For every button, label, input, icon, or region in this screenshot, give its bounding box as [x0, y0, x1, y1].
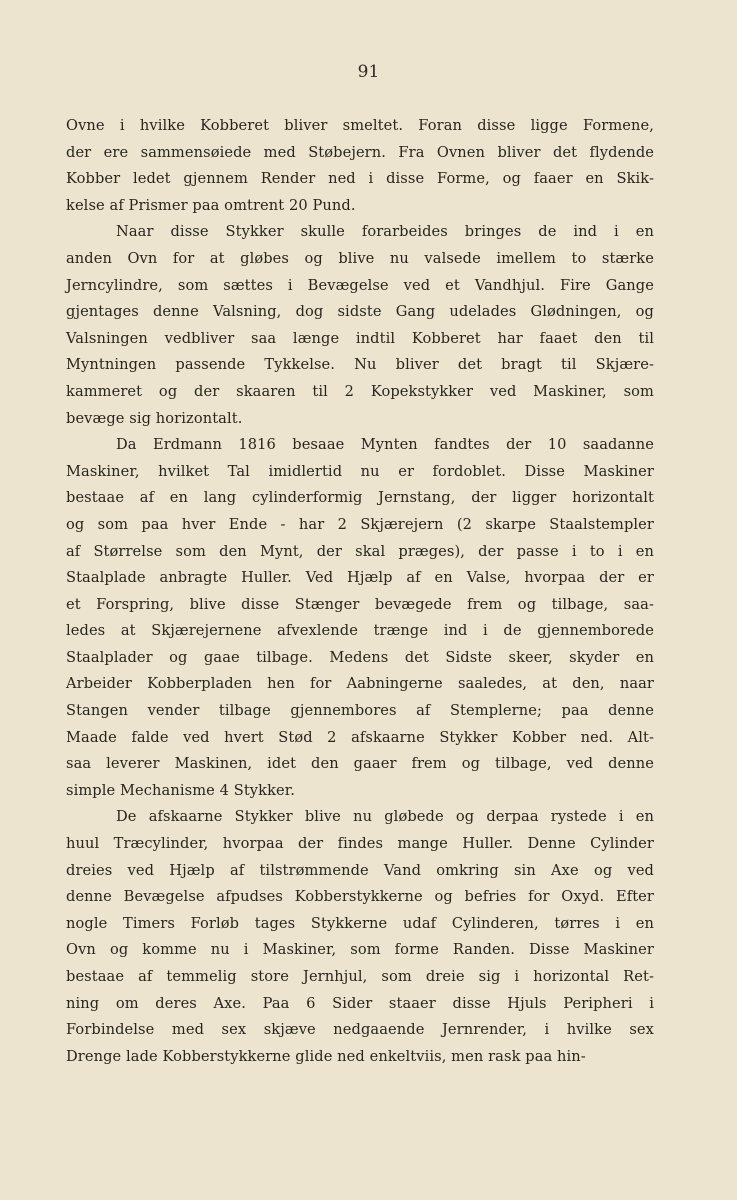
- text-line: af Størrelse som den Mynt, der skal præges), der passe i to i en: [66, 542, 654, 560]
- text-line: saa leverer Maskinen, idet den gaaer frem og tilbage, ved denne: [66, 755, 654, 773]
- page-number: 91: [357, 62, 380, 82]
- text-line: gjentages denne Valsning, dog sidste Gang udelades Glødningen, og: [66, 303, 654, 321]
- text-line: kammeret og der skaaren til 2 Kopekstykker ved Maskiner, som: [66, 382, 654, 400]
- text-line: Myntningen passende Tykkelse. Nu bliver det bragt til Skjære-: [66, 356, 654, 374]
- text-line: bestaae af temmelig store Jernhjul, som dreie sig i horizontal Ret-: [66, 968, 654, 985]
- text-line: dreies ved Hjælp af tilstrømmende Vand omkring sin Axe og ved: [66, 861, 654, 879]
- body-text: [66, 113, 654, 1070]
- text-line: Arbeider Kobberpladen hen for Aabningerne saaledes, at den, naar: [66, 675, 654, 693]
- text-line: Ovne i hvilke Kobberet bliver smeltet. Foran disse ligge Formene,: [66, 117, 654, 134]
- text-line: og som paa hver Ende - har 2 Skjærejern (2 skarpe Staalstempler: [66, 515, 654, 533]
- text-line: Drenge lade Kobberstykkerne glide ned enkeltviis, men rask paa hin-: [66, 1047, 586, 1065]
- text-line: bevæge sig horizontalt.: [66, 409, 243, 427]
- text-line: nogle Timers Forløb tages Stykkerne udaf Cylinderen, tørres i en: [66, 914, 654, 932]
- text-line: kelse af Prismer paa omtrent 20 Pund.: [66, 196, 356, 214]
- text-line: Naar disse Stykker skulle forarbeides bringes de ind i en: [116, 223, 654, 241]
- text-line: Stangen vender tilbage gjennembores af Stemplerne; paa denne: [66, 702, 654, 720]
- paragraph: [66, 113, 654, 219]
- text-line: Jerncylindre, som sættes i Bevægelse ved et Vandhjul. Fire Gange: [66, 276, 654, 294]
- text-line: Kobber ledet gjennem Render ned i disse Forme, og faaer en Skik-: [66, 170, 654, 188]
- paragraph: [66, 219, 654, 432]
- text-line: Forbindelse med sex skjæve nedgaaende Jernrender, i hvilke sex: [66, 1021, 654, 1039]
- text-line: ledes at Skjærejernene afvexlende trænge ind i de gjennemborede: [66, 622, 654, 640]
- text-line: Da Erdmann 1816 besaae Mynten fandtes der 10 saadanne: [116, 436, 654, 454]
- paragraph: [66, 432, 654, 804]
- text-line: der ere sammensøiede med Støbejern. Fra Ovnen bliver det flydende: [66, 143, 654, 161]
- text-line: Ovn og komme nu i Maskiner, som forme Randen. Disse Maskiner: [66, 941, 654, 959]
- text-line: De afskaarne Stykker blive nu gløbede og derpaa rystede i en: [116, 808, 654, 826]
- text-line: Maskiner, hvilket Tal imidlertid nu er fordoblet. Disse Maskiner: [66, 462, 654, 480]
- text-line: denne Bevægelse afpudses Kobberstykkerne og befries for Oxyd. Efter: [66, 888, 654, 906]
- text-line: simple Mechanisme 4 Stykker.: [66, 781, 295, 799]
- text-line: Valsningen vedbliver saa længe indtil Kobberet har faaet den til: [66, 329, 654, 347]
- text-line: et Forspring, blive disse Stænger bevægede frem og tilbage, saa-: [66, 595, 654, 613]
- text-line: bestaae af en lang cylinderformig Jernstang, der ligger horizontalt: [66, 489, 654, 507]
- text-line: huul Træcylinder, hvorpaa der findes mange Huller. Denne Cylinder: [66, 835, 654, 853]
- text-line: Staalplader og gaae tilbage. Medens det Sidste skeer, skyder en: [66, 648, 654, 666]
- text-line: anden Ovn for at gløbes og blive nu valsede imellem to stærke: [66, 249, 654, 267]
- paragraph: [66, 804, 654, 1070]
- text-line: ning om deres Axe. Paa 6 Sider staaer disse Hjuls Peripheri i: [66, 994, 654, 1012]
- text-line: Maade falde ved hvert Stød 2 afskaarne Stykker Kobber ned. Alt-: [66, 728, 654, 746]
- text-line: Staalplade anbragte Huller. Ved Hjælp af en Valse, hvorpaa der er: [66, 569, 654, 587]
